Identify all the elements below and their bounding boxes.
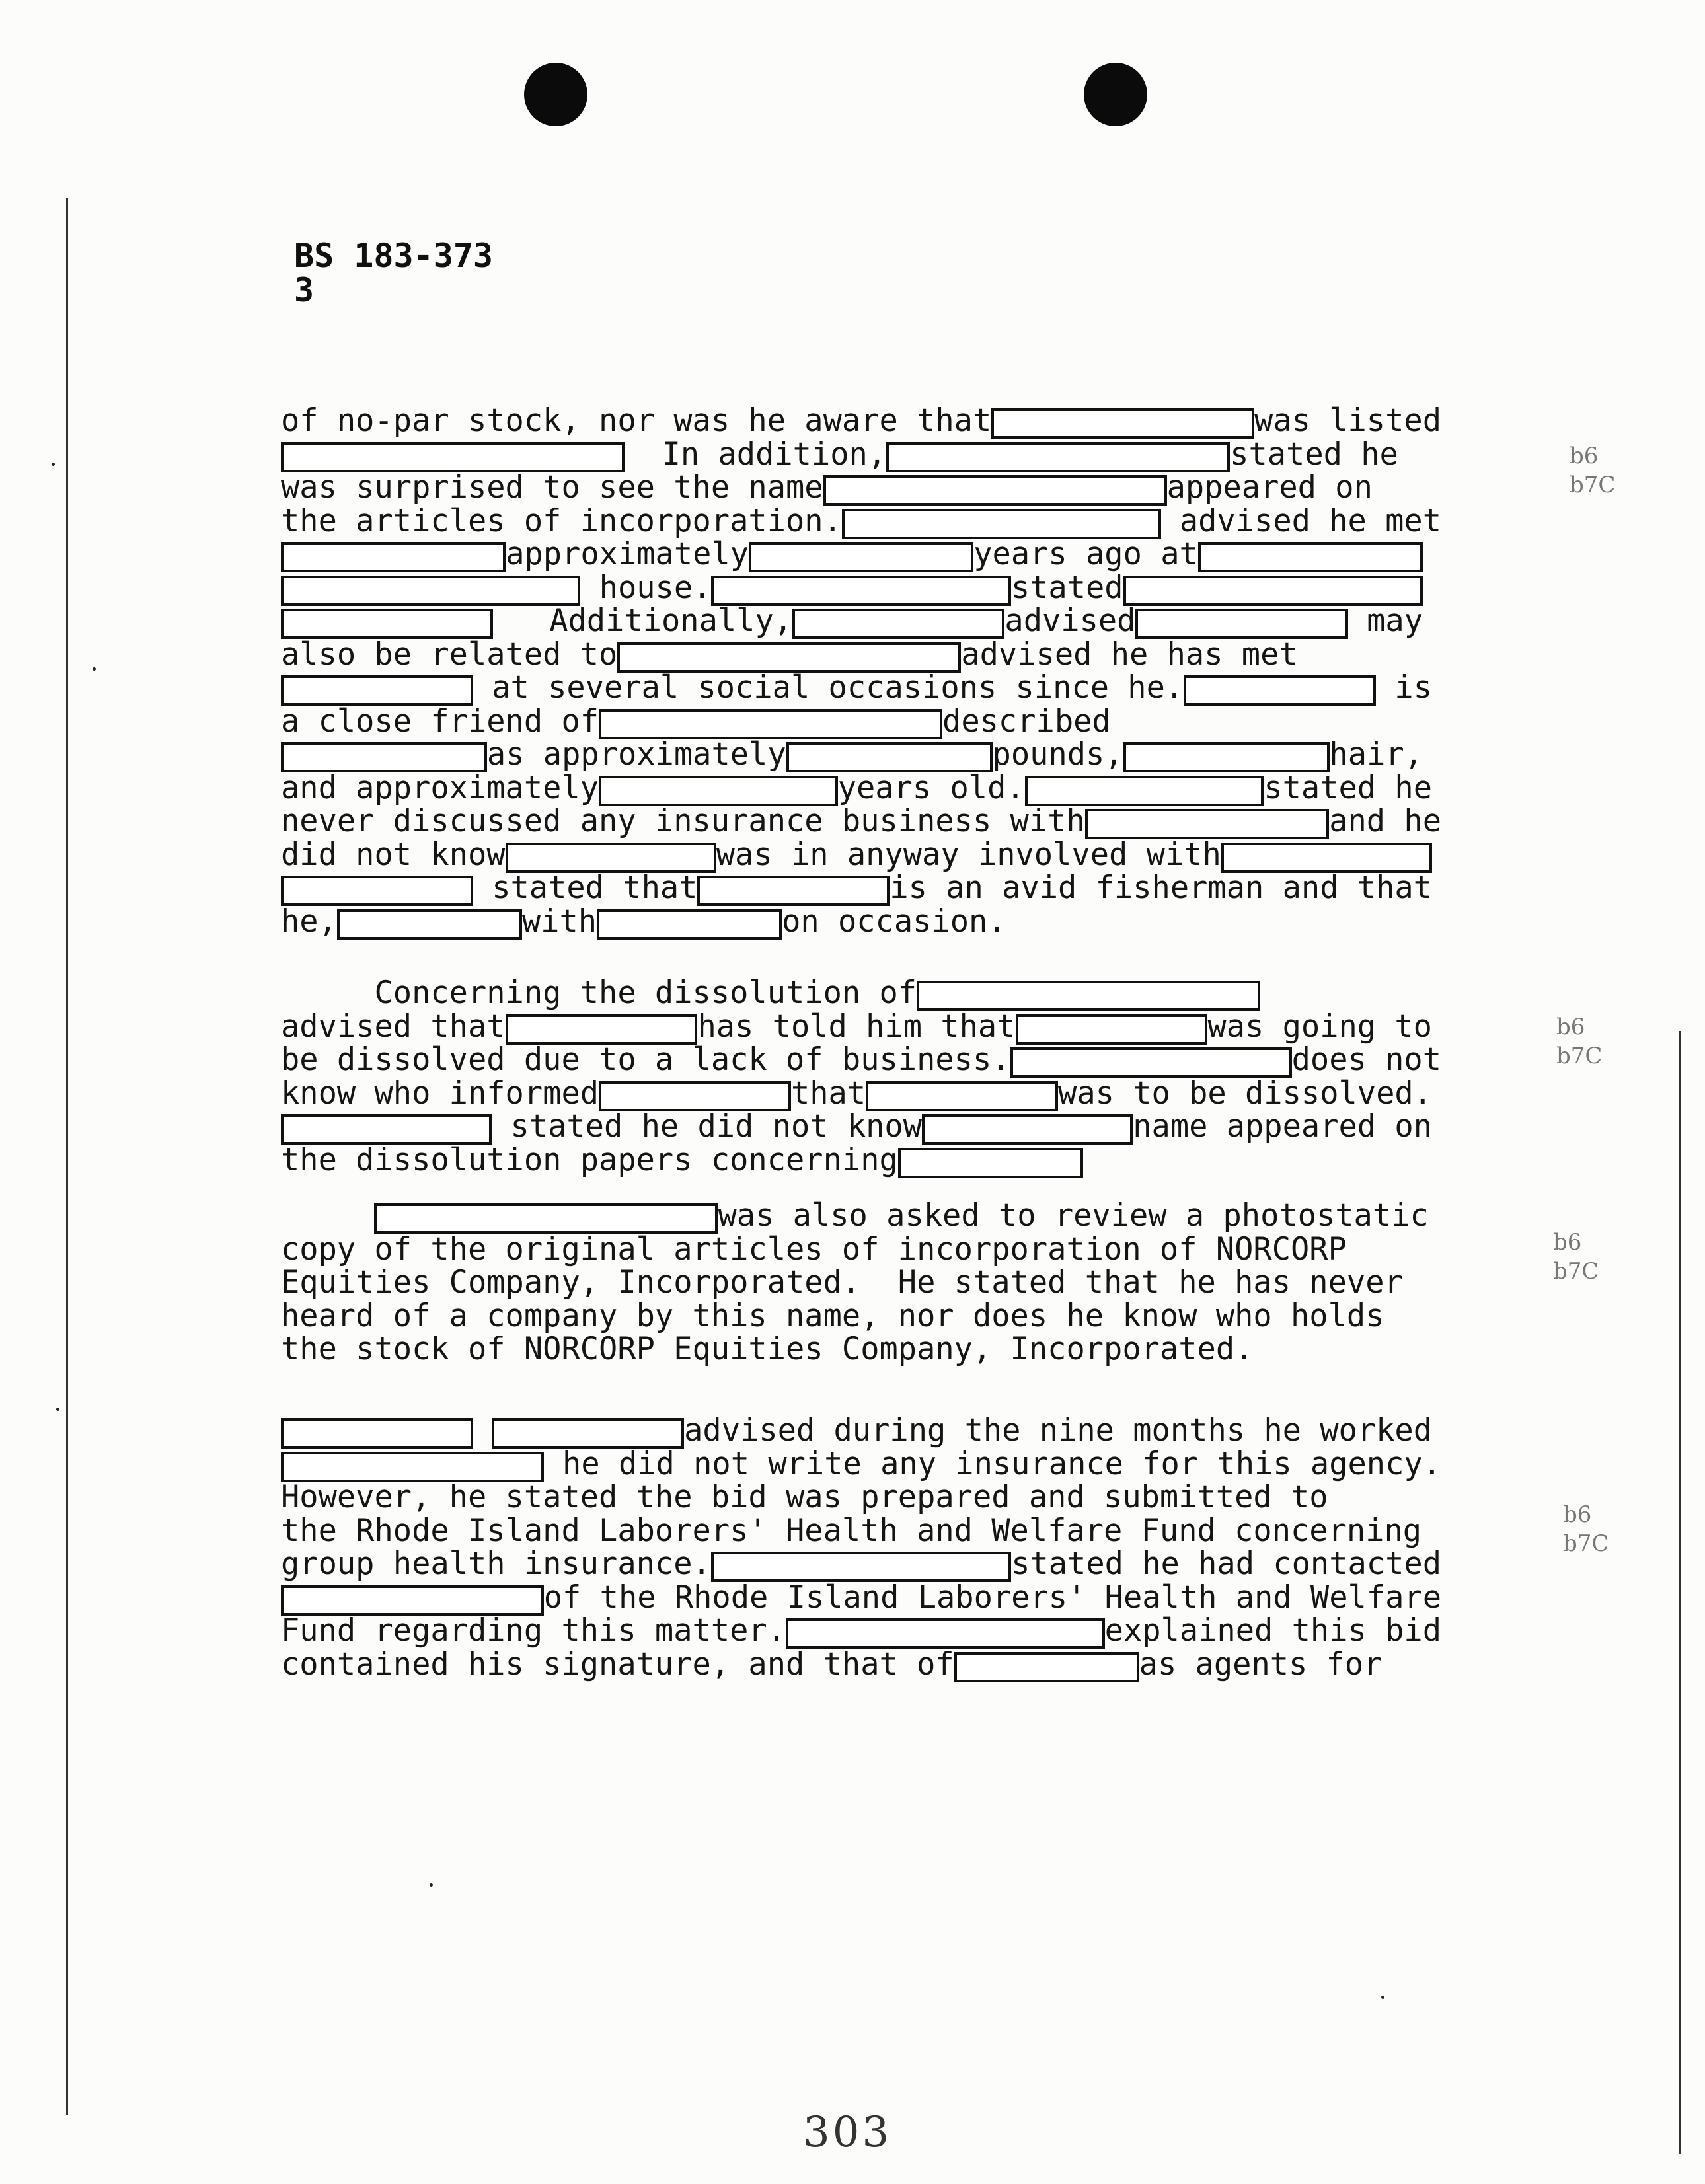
redaction-box xyxy=(597,909,782,940)
text-segment: the dissolution papers concerning xyxy=(281,1141,898,1178)
text-segment: that xyxy=(790,1074,866,1111)
text-line xyxy=(281,738,1423,772)
text-segment: stated he had contacted xyxy=(1011,1546,1441,1582)
text-segment: was to be dissolved. xyxy=(1058,1074,1432,1111)
redaction-box xyxy=(697,876,890,906)
text-segment: stated he xyxy=(1230,435,1398,472)
text-line xyxy=(281,805,1441,839)
redaction-box xyxy=(337,909,522,940)
text-segment: a close friend of xyxy=(281,702,599,739)
redaction-box xyxy=(617,642,961,673)
right-page-edge xyxy=(1679,1031,1681,2154)
text-line xyxy=(281,1110,1432,1145)
text-line xyxy=(281,1074,1432,1111)
text-line xyxy=(281,872,1432,906)
text-segment: of no-par stock, nor was he aware that xyxy=(281,402,992,439)
exemption-code: b6 xyxy=(1553,1229,1582,1256)
text-segment: does not xyxy=(1291,1041,1441,1078)
redaction-box xyxy=(786,742,993,772)
text-line xyxy=(281,905,1006,940)
exemption-code: b6 xyxy=(1563,1501,1592,1528)
redaction-box xyxy=(281,1452,544,1482)
text-segment: did not know xyxy=(281,836,506,873)
redaction-box xyxy=(922,1114,1133,1145)
text-segment: with xyxy=(521,903,597,940)
text-segment: house. xyxy=(580,569,712,606)
punch-hole-right xyxy=(1084,63,1147,126)
text-segment: was in anyway involved with xyxy=(716,836,1221,873)
redaction-box xyxy=(1016,1014,1208,1045)
redaction-box xyxy=(1123,742,1330,772)
redaction-box xyxy=(991,408,1254,439)
text-segment: may xyxy=(1347,603,1423,639)
text-segment: heard of a company by this name, nor does he know who holds xyxy=(281,1297,1384,1334)
scan-speck xyxy=(52,463,55,466)
text-segment: was also asked to review a photostatic xyxy=(718,1197,1429,1234)
redaction-box xyxy=(1010,1047,1292,1078)
text-line xyxy=(281,471,1373,506)
text-line xyxy=(281,1414,1432,1449)
text-segment: Additionally, xyxy=(493,603,793,639)
text-segment: advised that xyxy=(281,1008,506,1045)
text-segment: is an avid fisherman and that xyxy=(890,870,1432,906)
text-segment: and approximately xyxy=(281,769,599,806)
scan-speck xyxy=(430,1883,433,1887)
redaction-box xyxy=(711,576,1010,606)
redaction-box xyxy=(374,1203,718,1234)
left-page-edge xyxy=(66,198,68,2115)
redaction-box xyxy=(786,1618,1105,1649)
text-segment: of the Rhode Island Laborers' Health and Welfare xyxy=(543,1579,1441,1616)
text-segment: was listed xyxy=(1254,402,1441,439)
scan-speck xyxy=(56,1408,59,1411)
text-segment: approximately xyxy=(506,536,749,572)
text-segment: has told him that xyxy=(697,1008,1016,1045)
redaction-box xyxy=(1085,809,1329,839)
text-segment: In addition, xyxy=(625,435,887,472)
text-segment: described xyxy=(942,702,1111,739)
text-line xyxy=(281,1333,1253,1366)
exemption-code: b7C xyxy=(1563,1530,1609,1557)
text-segment: advised during the nine months he worked xyxy=(684,1412,1432,1449)
page-index: 3 xyxy=(294,271,315,309)
text-line xyxy=(281,502,1441,539)
text-segment: also be related to xyxy=(281,636,618,673)
text-segment: advised he met xyxy=(1160,502,1441,539)
redaction-box xyxy=(281,1114,492,1145)
text-segment: name appeared on xyxy=(1133,1108,1432,1145)
redaction-box xyxy=(281,442,625,472)
text-segment: and he xyxy=(1329,803,1441,839)
redaction-box xyxy=(792,609,1004,639)
text-line xyxy=(281,538,1423,572)
text-segment: be dissolved due to a lack of business. xyxy=(281,1041,1010,1078)
text-segment: Concerning the dissolution of xyxy=(281,975,917,1011)
text-segment: as approximately xyxy=(486,736,786,772)
text-segment: stated he did not know xyxy=(492,1108,923,1145)
redaction-box xyxy=(281,675,473,706)
text-line xyxy=(281,702,1111,739)
text-line xyxy=(281,404,1441,439)
redaction-box xyxy=(281,609,493,639)
exemption-codes-4 xyxy=(1563,1500,1609,1558)
redaction-box xyxy=(599,776,838,806)
exemption-codes-2 xyxy=(1556,1012,1602,1071)
punch-hole-left xyxy=(524,63,587,126)
redaction-box xyxy=(886,442,1230,472)
text-segment: explained this bid xyxy=(1104,1612,1441,1649)
text-line xyxy=(281,1043,1441,1078)
text-line xyxy=(281,1010,1432,1045)
text-segment: hair, xyxy=(1329,736,1423,772)
redaction-box xyxy=(281,1585,544,1616)
text-segment: advised he has met xyxy=(961,636,1298,673)
text-segment: as agents for xyxy=(1139,1645,1383,1682)
redaction-box xyxy=(1198,542,1423,572)
text-segment: was surprised to see the name xyxy=(281,469,823,506)
text-segment: Equities Company, Incorporated. He stated that he has never xyxy=(281,1264,1403,1300)
text-line xyxy=(281,1581,1441,1616)
text-segment: at several social occasions since he. xyxy=(473,669,1184,706)
text-line xyxy=(281,605,1423,639)
text-line xyxy=(281,671,1432,706)
text-segment: years ago at xyxy=(973,536,1198,572)
text-segment xyxy=(281,1197,374,1234)
redaction-box xyxy=(281,876,473,906)
text-segment: is xyxy=(1376,669,1432,706)
redaction-box xyxy=(281,576,580,606)
text-line xyxy=(281,1199,1429,1234)
text-segment: the articles of incorporation. xyxy=(281,502,842,539)
exemption-code: b6 xyxy=(1570,443,1599,469)
scan-speck xyxy=(1381,1996,1384,1999)
text-segment: the stock of NORCORP Equities Company, Incorporated. xyxy=(281,1331,1254,1367)
text-segment: stated that xyxy=(473,870,698,906)
text-segment: contained his signature, and that of xyxy=(281,1645,954,1682)
redaction-box xyxy=(1221,843,1432,873)
text-line xyxy=(281,638,1298,673)
exemption-codes-3 xyxy=(1553,1228,1599,1286)
text-line xyxy=(281,1230,1347,1267)
redaction-box xyxy=(506,1014,698,1045)
text-line xyxy=(281,769,1432,806)
redaction-box xyxy=(866,1081,1058,1111)
text-line xyxy=(281,1266,1403,1299)
text-segment: However, he stated the bid was prepared and submitted to xyxy=(281,1479,1328,1515)
text-segment: copy of the original articles of incorporation of NORCORP xyxy=(281,1230,1347,1267)
text-segment: pounds, xyxy=(992,736,1123,772)
text-segment: never discussed any insurance business with xyxy=(281,803,1085,839)
text-segment: group health insurance. xyxy=(281,1546,711,1582)
text-line xyxy=(281,569,1423,606)
text-line xyxy=(281,1481,1328,1514)
text-segment: Fund regarding this matter. xyxy=(281,1612,786,1649)
text-segment: appeared on xyxy=(1166,469,1373,506)
file-number: BS 183-373 xyxy=(294,237,494,275)
text-line xyxy=(281,1548,1441,1582)
text-segment: years old. xyxy=(837,769,1025,806)
text-segment: was going to xyxy=(1207,1008,1432,1045)
exemption-code: b7C xyxy=(1570,472,1616,498)
text-line xyxy=(281,1512,1422,1549)
scan-speck xyxy=(93,667,96,671)
redaction-box xyxy=(281,742,487,772)
redaction-box xyxy=(749,542,973,572)
redaction-box xyxy=(281,1418,473,1449)
redaction-box xyxy=(898,1148,1083,1178)
text-line xyxy=(281,1445,1441,1482)
text-line xyxy=(281,1614,1441,1649)
text-segment: he, xyxy=(281,903,337,940)
text-segment: advised xyxy=(1004,603,1136,639)
text-segment: stated he xyxy=(1264,769,1432,806)
text-line xyxy=(281,836,1432,873)
redaction-box xyxy=(954,1652,1139,1682)
redaction-box xyxy=(1123,576,1423,606)
redaction-box xyxy=(599,1081,791,1111)
redaction-box xyxy=(506,843,716,873)
text-line xyxy=(281,1141,1083,1178)
text-line xyxy=(281,977,1260,1011)
exemption-code: b6 xyxy=(1556,1014,1585,1040)
redaction-box xyxy=(1184,675,1376,706)
text-line xyxy=(281,1645,1383,1682)
redaction-box xyxy=(492,1418,684,1449)
redaction-box xyxy=(842,509,1161,539)
redaction-box xyxy=(917,981,1260,1011)
redaction-box xyxy=(711,1552,1011,1582)
text-line xyxy=(281,435,1398,472)
text-segment: know who informed xyxy=(281,1074,599,1111)
page-number: 303 xyxy=(803,2108,892,2157)
text-segment: on occasion. xyxy=(782,903,1006,940)
exemption-code: b7C xyxy=(1556,1043,1603,1069)
text-segment: he did not write any insurance for this agency. xyxy=(543,1445,1441,1482)
redaction-box xyxy=(1135,609,1347,639)
redaction-box xyxy=(823,475,1167,506)
redaction-box xyxy=(1025,776,1264,806)
redaction-box xyxy=(599,709,942,739)
text-segment xyxy=(473,1412,492,1449)
exemption-codes-1 xyxy=(1570,441,1615,500)
exemption-code: b7C xyxy=(1553,1258,1599,1285)
text-segment: stated xyxy=(1010,569,1123,606)
text-line xyxy=(281,1297,1384,1334)
text-segment: the Rhode Island Laborers' Health and Welfare Fund concerning xyxy=(281,1512,1422,1549)
redaction-box xyxy=(281,542,506,572)
